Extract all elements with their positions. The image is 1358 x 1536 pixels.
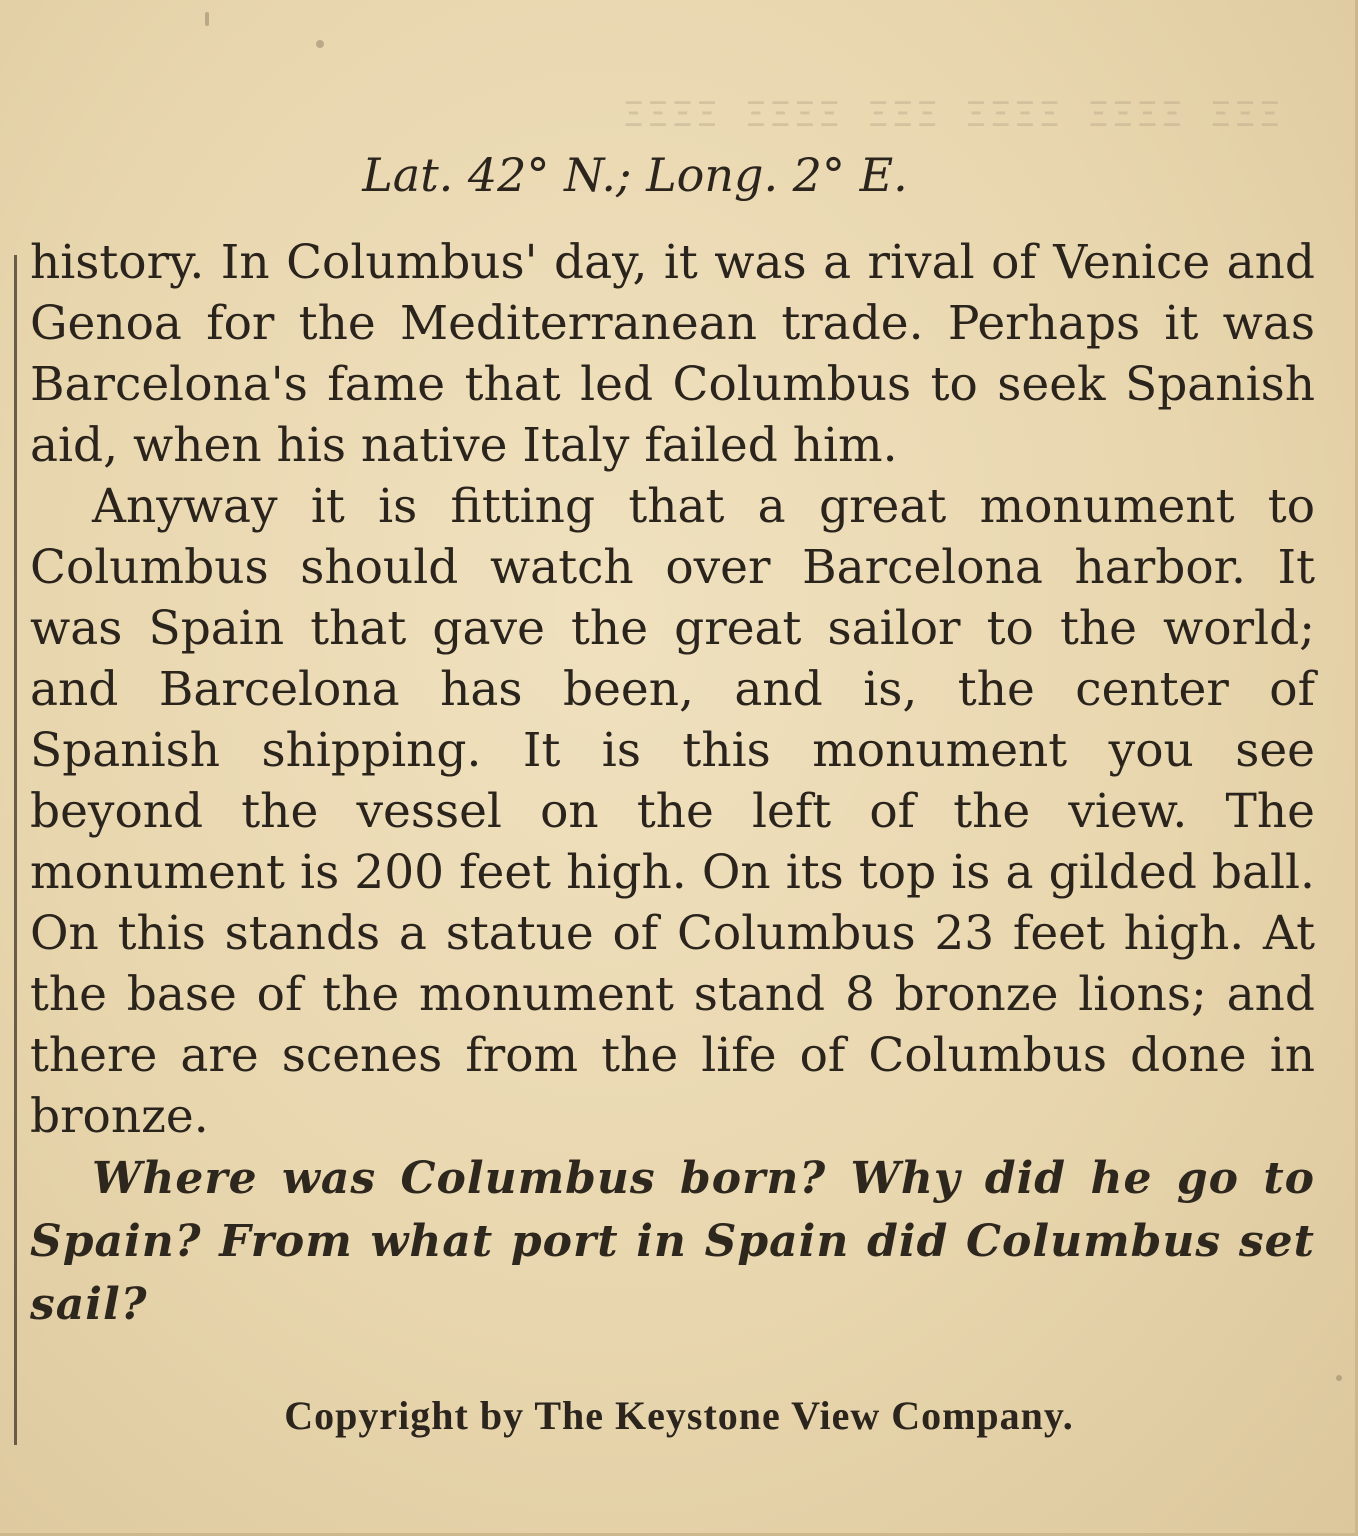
paper-speck	[1336, 1375, 1342, 1381]
paper-speck	[316, 40, 324, 48]
coordinates-heading: Lat. 42° N.; Long. 2° E.	[362, 148, 908, 202]
left-border-rule	[14, 255, 17, 1445]
paragraph-monument: Anyway it is fitting that a great monument to Columbus should watch over Barcelona harbor. It was Spain that gave the great sailor to the world; and Barcelona has been, and is, the center of Spanish shipping. It is this monument you see beyond the vessel on the left of the view. The monument is 200 feet high. On its top is a gilded ball. On this stands a statue of Columbus 23 feet high. At the base of the monument stand 8 bronze lions; and there are scenes from the life of Columbus done in bronze.	[30, 479, 1315, 1144]
study-questions: Where was Columbus born? Why did he go to Spain? From what port in Spain did Columbus set sail?	[30, 1153, 1315, 1330]
description-text	[30, 232, 1315, 1336]
show-through-ghost-text: ΞΞΞ ΞΞΞΞ ΞΞΞΞ ΞΞΞ ΞΞΞΞ ΞΞΞΞ	[619, 95, 1280, 135]
paper-speck	[205, 12, 209, 26]
paragraph-history: history. In Columbus' day, it was a rival of Venice and Genoa for the Mediterranean trade. Perhaps it was Barcelona's fame that led Columbus to seek Spanish aid, when his native Italy failed him.	[30, 235, 1315, 473]
copyright-line: Copyright by The Keystone View Company.	[284, 1393, 1074, 1438]
